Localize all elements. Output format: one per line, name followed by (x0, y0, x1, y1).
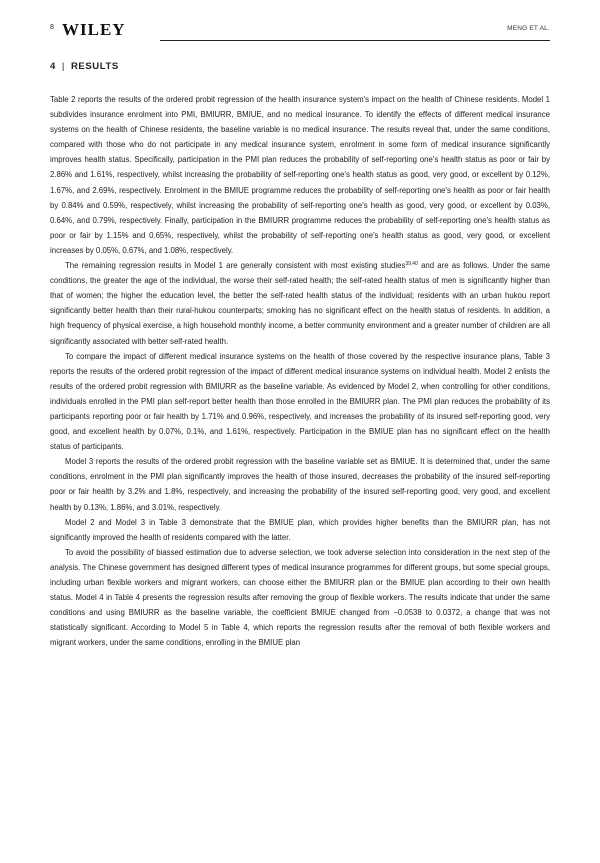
section-title: RESULTS (70, 61, 119, 72)
citation-39-40: 39,40 (405, 261, 418, 268)
paragraph-2 (50, 258, 550, 349)
header-rule (160, 40, 550, 41)
paragraph-2-text-b: and are as follows. Under the same conditions, the greater the age of the individual, the worse their self-rated health; the self-rated health status of men is significantly higher than that of women; the higher the education level, the better the self-rated health status of the individual; residents with an urban hukou report significantly better health than their rural-hukou counterparts; smoking has no significant effect on the health status of residents. In addition, a high frequency of physical exercise, a high household monthly income, a better community environment and a greater number of children are all significantly associated with better self-rated health. (50, 261, 550, 346)
paragraph-2-text-a: The remaining regression results in Model 1 are generally consistent with most existing studies (65, 261, 406, 271)
paragraph-3: To compare the impact of different medical insurance systems on the health of those covered by the respective insurance plans, Table 3 reports the results of the ordered probit regression of the impact of different medical insurance systems on individual health. Model 2 enlists the results of the ordered probit regression with BMIURR as the baseline variable. As evidenced by Model 2, when controlling for other conditions, individuals enrolled in the PMI plan self-report better health than those enrolled in the BMIURR plan. The PMI plan reduces the probability of its participants reporting poor or fair health by 1.71% and 0.96%, respectively, and increases the probability of its insured self-reporting good, very good, and excellent health by 0.07%, 0.1%, and 1.61%, respectively. Participation in the BMIUE plan has no significant effect on the health status of participants. (50, 351, 550, 452)
page-number: 8 (50, 24, 54, 31)
section-separator: | (61, 61, 65, 72)
section-heading (50, 61, 119, 72)
body-text (50, 92, 550, 650)
page-header (50, 20, 550, 44)
paragraph-4: Model 3 reports the results of the ordered probit regression with the baseline variable set as BMIUE. It is determined that, under the same conditions, enrolment in the PMI plan significantly improves the health of those insured, decreases the probability of the insured self-reporting poor or fair health by 3.2% and 1.8%, respectively, and increasing the probability of the insured self-reporting good, very good, and excellent health by 0.13%, 1.86%, and 3.01%, respectively. (50, 457, 550, 512)
publisher-logo: WILEY (62, 20, 129, 40)
paragraph-5: Model 2 and Model 3 in Table 3 demonstrate that the BMIUE plan, which provides higher benefits than the BMIURR plan, has not significantly improved the health of residents compared with the latter. (50, 517, 550, 542)
paragraph-6: To avoid the possibility of biassed estimation due to adverse selection, we took adverse selection into consideration in the next step of the analysis. The Chinese government has designed different types of medical insurance programmes for different groups, but some special groups, including urban flexible workers and migrant workers, can choose either the BMIURR plan or the BMIUE plan according to their own health status. Model 4 in Table 4 presents the regression results after removing the group of flexible workers. The results indicate that under the same conditions and using BMIURR as the baseline variable, the coefficient BMIUE changed from −0.0538 to 0.0372, a change that was not statistically significant. According to Model 5 in Table 4, which reports the regression results after the removal of both flexible workers and migrant workers, under the same conditions, enrolling in the BMIUE plan (50, 547, 550, 648)
running-head: MENG ET AL. (507, 25, 550, 32)
section-number: 4 (50, 61, 56, 72)
paragraph-1: Table 2 reports the results of the ordered probit regression of the health insurance system's impact on the health of Chinese residents. Model 1 subdivides insurance enrolment into PMI, BMIURR, BMIUE, and no medical insurance. To identify the effects of different medical insurance systems on the health of Chinese residents, the baseline variable is no medical insurance. The results reveal that, under the same conditions, compared with those who do not participate in any medical insurance system, enrolment in some form of medical insurance significantly improves health status. Specifically, participation in the PMI plan reduces the probability of self-reporting one's health status as poor or fair by 2.86% and 1.61%, respectively, whilst increasing the probability of self-reporting one's health status as good, very good, or excellent by 0.12%, 1.67%, and 2.69%, respectively. Enrolment in the BMIUE programme reduces the probability of self-reporting one's health as poor or fair health by 0.84% and 0.59%, respectively, whilst increasing the probability of self-reporting one's health as good, very good, or excellent by 0.03%, 0.64%, and 0.79%, respectively. Finally, participation in the BMIURR programme reduces the probability of self-reporting one's health status as poor or fair by 1.15% and 0.65%, respectively, whilst the probability of self-reporting one's health status as good, very good, or excellent increases by 0.05%, 0.67%, and 1.08%, respectively. (50, 95, 550, 255)
